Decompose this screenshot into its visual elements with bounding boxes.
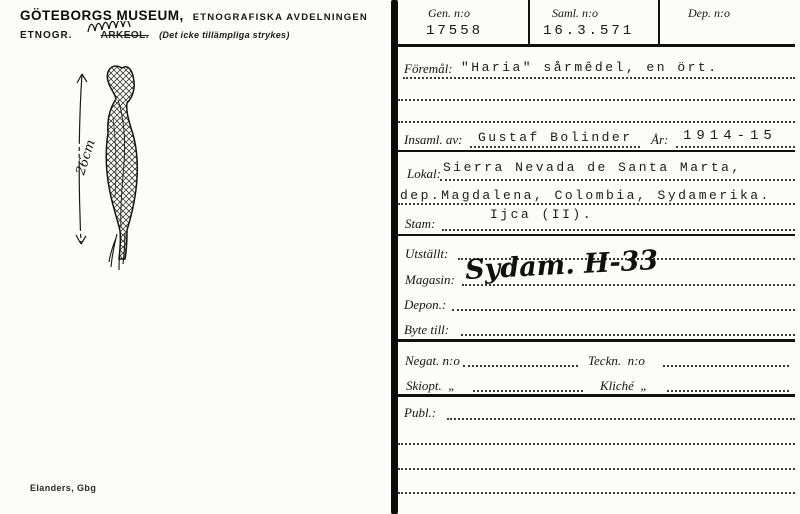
dotted-line [440, 179, 795, 181]
dotted-line [473, 390, 583, 392]
skiopt-label: Skiopt. „ [406, 378, 456, 393]
lokal-label: Lokal: [407, 166, 441, 181]
dept-etnogr-label: ETNOGR. [20, 30, 73, 41]
dotted-line [667, 390, 789, 392]
ar-value: 1914-15 [683, 128, 777, 144]
insaml-value: Gustaf Bolinder [478, 130, 633, 145]
dotted-line [463, 365, 578, 367]
dotted-line [398, 99, 795, 101]
depon-label: Depon.: [404, 297, 447, 312]
dotted-line [398, 443, 795, 445]
section-line [398, 234, 795, 236]
lokal-value-line2: dep.Magdalena, Colombia, Sydamerika. [400, 188, 771, 203]
kliche-label: Kliché „ [600, 378, 648, 393]
org-name: GÖTEBORGS MUSEUM, [20, 8, 184, 23]
saml-no-box [530, 0, 657, 44]
org-department: ETNOGRAFISKA AVDELNINGEN [192, 12, 368, 23]
dotted-line [398, 203, 795, 205]
section-line [398, 150, 795, 152]
saml-no-label: Saml. n:o [552, 6, 598, 20]
strike-instruction: (Det icke tillämpliga strykes) [159, 30, 290, 40]
dotted-line [461, 334, 795, 336]
dept-line [20, 25, 290, 43]
magasin-label: Magasin: [405, 272, 455, 287]
stam-label: Stam: [405, 216, 436, 231]
lokal-value-line1: Sierra Nevada de Santa Marta, [443, 160, 742, 175]
card-edge-divider [391, 0, 398, 514]
dotted-line [462, 284, 795, 286]
dotted-line [676, 146, 795, 148]
dotted-line [398, 468, 795, 470]
dep-no-label: Dep. n:o [688, 6, 730, 20]
foremal-value: "Haria" sårmêdel, en ört. [461, 60, 719, 75]
gen-no-value: 17558 [426, 23, 484, 39]
stam-value: Ijca (II). [490, 207, 594, 222]
gen-no-label: Gen. n:o [428, 6, 470, 20]
gen-no-box [398, 0, 527, 44]
dotted-line [663, 365, 789, 367]
pen-scribble-icon [86, 21, 138, 35]
magasin-value-handwritten: Sydam. H-33 [464, 244, 659, 287]
section-line [398, 339, 795, 342]
publ-label: Publ.: [404, 405, 437, 420]
foremal-label: Föremål: [404, 61, 453, 76]
utstallt-label: Utställt: [405, 246, 449, 261]
ar-label: År: [651, 132, 669, 147]
section-line [398, 394, 795, 397]
dotted-line [447, 418, 795, 420]
insaml-label: Insaml. av: [404, 132, 463, 147]
object-sketch [60, 58, 195, 273]
measurement-label: 26cm [73, 137, 99, 178]
dotted-line [398, 121, 795, 123]
org-header [20, 7, 368, 25]
dept-arkeol-struck: ARKEOL. [100, 30, 150, 41]
saml-no-value: 16.3.571 [543, 23, 635, 39]
section-line [398, 44, 795, 47]
printer-mark: Elanders, Gbg [30, 483, 97, 493]
negat-no-label: Negat. n:o [405, 353, 460, 368]
teckn-no-label: Teckn. n:o [588, 353, 645, 368]
dotted-line [470, 146, 640, 148]
dotted-line [398, 492, 795, 494]
dotted-line [452, 309, 795, 311]
dotted-line [442, 229, 795, 231]
dotted-line [403, 77, 795, 79]
dep-no-box [660, 0, 795, 44]
byte-till-label: Byte till: [404, 322, 450, 337]
